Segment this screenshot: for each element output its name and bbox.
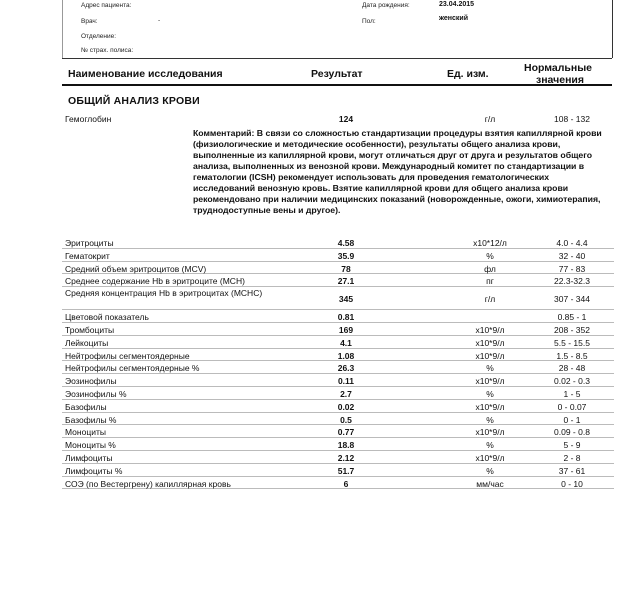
table-row (62, 451, 614, 464)
row-result: 2.7 (340, 388, 352, 399)
row-name: Среднее содержание Hb в эритроците (MCH) (65, 276, 245, 287)
row-unit: % (486, 414, 494, 425)
row-name: Нейтрофилы сегментоядерные (65, 350, 190, 361)
row-unit: фл (484, 263, 496, 274)
row-unit: x10*9/л (475, 427, 505, 438)
row-name: Моноциты % (65, 440, 116, 451)
header-left-border (62, 0, 63, 58)
row-result: 1.08 (337, 350, 355, 361)
doctor-value: - (158, 17, 161, 24)
table-row (62, 274, 614, 287)
row-unit: x10*9/л (475, 337, 505, 348)
table-row (62, 413, 614, 426)
row-ref: 208 - 352 (554, 324, 590, 335)
row-result: 51.7 (337, 465, 355, 476)
table-header (62, 58, 612, 86)
column-name-header: Наименование исследования (68, 68, 223, 80)
sex-value: женский (439, 15, 468, 22)
comment-text: Комментарий: В связи со сложностью стандартизации процедуры взятия капиллярной крови (физиологические и методические особенности), результаты общего анализа крови, выполненные из капиллярной крови, могут отличаться друг от друга и результатов общего анализа, выполненных из венозной крови. Международный комитет по стандартизации в гематологии (ICSH) рекомендует использовать для проведения гематологических исследований венозную кровь. Взятие капиллярной крови для общего анализа крови рекомендовано при наличии медицинских показаний (новорожденные, ожоги, химиотерапия, труднодоступные вены и другое). (193, 128, 602, 215)
row-result: 0.81 (337, 312, 355, 323)
row-unit: x10*9/л (475, 376, 505, 387)
row-result: 0.11 (337, 376, 355, 387)
row-result: 0.77 (337, 427, 355, 438)
row-ref: 2 - 8 (563, 452, 581, 463)
column-ref-header-line1: Нормальные (524, 62, 593, 74)
table-row (62, 236, 614, 249)
row-ref: 22.3-32.3 (554, 276, 590, 287)
row-result: 35.9 (337, 250, 355, 261)
hemoglobin-ref: 108 - 132 (554, 114, 590, 124)
row-ref: 0.85 - 1 (557, 312, 587, 323)
row-unit: % (486, 363, 494, 374)
results-table (62, 236, 614, 489)
address-label: Адрес пациента: (81, 2, 132, 9)
row-name: Цветовой показатель (65, 312, 149, 323)
row-result: 2.12 (337, 452, 355, 463)
row-name: Лимфоциты (65, 452, 113, 463)
table-row (62, 287, 614, 310)
row-unit: % (486, 388, 494, 399)
row-unit: x10*9/л (475, 452, 505, 463)
row-unit: пг (486, 276, 494, 287)
row-ref: 0 - 10 (561, 478, 583, 489)
hemoglobin-result: 124 (338, 114, 354, 124)
table-row (62, 336, 614, 349)
hemoglobin-row (62, 114, 612, 126)
row-result: 26.3 (337, 363, 355, 374)
row-ref: 4.0 - 4.4 (556, 238, 588, 248)
table-row (62, 262, 614, 275)
row-name: Моноциты (65, 427, 106, 438)
header-right-border (612, 0, 613, 58)
row-name: Средняя концентрация Hb в эритроцитах (MCHC) (65, 288, 263, 299)
row-name: Нейтрофилы сегментоядерные % (65, 363, 200, 374)
table-row (62, 387, 614, 400)
section-title: ОБЩИЙ АНАЛИЗ КРОВИ (68, 95, 200, 107)
row-unit: мм/час (476, 478, 504, 489)
row-result: 0.5 (340, 414, 352, 425)
table-row (62, 361, 614, 374)
table-row (62, 323, 614, 336)
row-ref: 0 - 0.07 (557, 401, 587, 412)
row-ref: 307 - 344 (554, 294, 590, 305)
sex-label: Пол: (362, 18, 376, 25)
row-unit: % (486, 440, 494, 451)
row-unit: x10*9/л (475, 401, 505, 412)
table-row (62, 310, 614, 323)
row-ref: 5 - 9 (563, 440, 581, 451)
row-name: СОЭ (по Вестергрену) капиллярная кровь (65, 478, 231, 489)
row-result: 18.8 (337, 440, 355, 451)
row-result: 169 (338, 324, 354, 335)
row-name: Тромбоциты (65, 324, 115, 335)
row-result: 27.1 (337, 276, 355, 287)
row-name: Базофилы % (65, 414, 117, 425)
row-ref: 1.5 - 8.5 (556, 350, 588, 361)
table-row (62, 400, 614, 413)
row-result: 78 (341, 263, 351, 274)
row-ref: 1 - 5 (563, 388, 581, 399)
column-ref-header-line2: значения (536, 74, 584, 86)
row-unit: г/л (484, 294, 496, 305)
table-row (62, 425, 614, 438)
table-row (62, 464, 614, 477)
row-ref: 0.09 - 0.8 (554, 427, 590, 438)
doctor-label: Врач: (81, 18, 98, 25)
row-name: Гематокрит (65, 250, 110, 261)
row-unit: x10*9/л (475, 350, 505, 361)
table-row (62, 374, 614, 387)
row-unit: % (486, 465, 494, 476)
row-unit: x10*12/л (473, 238, 507, 248)
row-name: Лейкоциты (65, 337, 109, 348)
row-ref: 28 - 48 (558, 363, 586, 374)
row-name: Эритроциты (65, 238, 114, 248)
row-ref: 0 - 1 (563, 414, 581, 425)
row-ref: 77 - 83 (558, 263, 586, 274)
row-ref: 0.02 - 0.3 (554, 376, 590, 387)
hemoglobin-unit: г/л (484, 114, 496, 124)
dob-value: 23.04.2015 (439, 1, 475, 8)
policy-label: № страх. полиса: (81, 47, 134, 54)
row-ref: 37 - 61 (558, 465, 586, 476)
table-row (62, 477, 614, 490)
row-name: Эозинофилы (65, 376, 117, 387)
row-result: 6 (343, 478, 349, 489)
column-unit-header: Ед. изм. (447, 68, 489, 80)
row-result: 345 (338, 294, 354, 305)
row-name: Лимфоциты % (65, 465, 123, 476)
column-result-header: Результат (311, 68, 363, 80)
row-unit: % (486, 250, 494, 261)
row-ref: 32 - 40 (558, 250, 586, 261)
row-name: Средний объем эритроцитов (MCV) (65, 263, 207, 274)
row-ref: 5.5 - 15.5 (554, 337, 590, 348)
row-name: Эозинофилы % (65, 388, 127, 399)
dob-label: Дата рождения: (362, 2, 410, 9)
row-result: 4.1 (340, 337, 352, 348)
hemoglobin-name: Гемоглобин (65, 114, 112, 124)
table-row (62, 249, 614, 262)
row-result: 0.02 (337, 401, 355, 412)
row-name: Базофилы (65, 401, 107, 412)
table-row (62, 349, 614, 362)
row-unit: x10*9/л (475, 324, 505, 335)
table-row (62, 438, 614, 451)
department-label: Отделение: (81, 33, 117, 40)
row-result: 4.58 (337, 238, 355, 248)
